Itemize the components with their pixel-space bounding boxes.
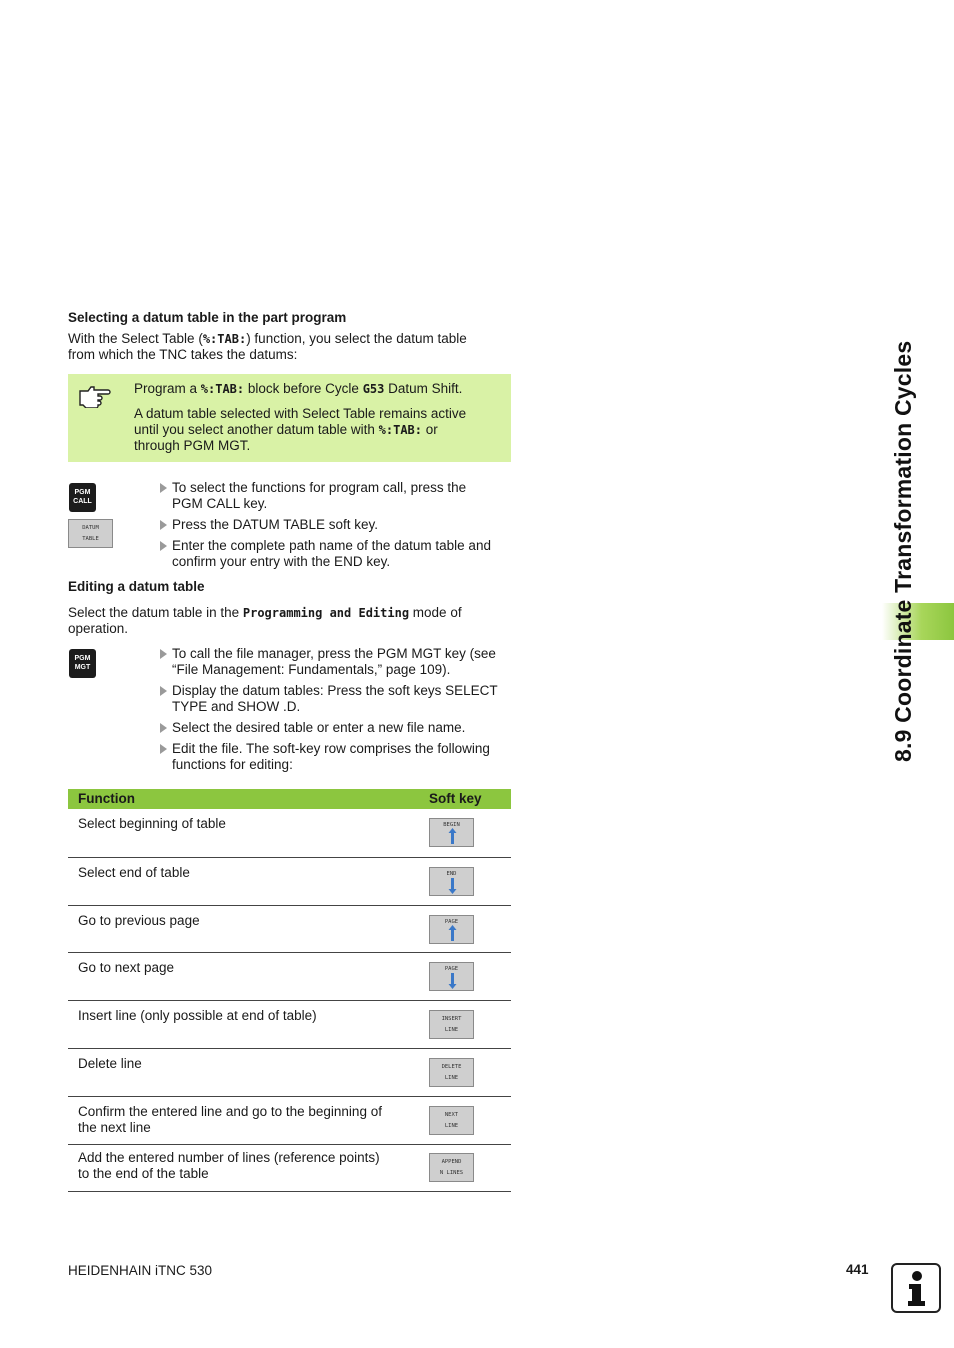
header-function: Function: [78, 791, 135, 806]
step-arrow-icon: [160, 483, 167, 493]
step-arrow-icon: [160, 686, 167, 696]
note-box: [68, 374, 511, 462]
append-n-lines-softkey[interactable]: APPEND N LINES: [429, 1153, 474, 1182]
table-row: [68, 858, 511, 906]
step-pgm-call: To select the functions for program call, press the PGM CALL key.: [160, 480, 512, 512]
step-enter-path: Enter the complete path name of the datum table and confirm your entry with the END key.: [160, 538, 512, 570]
info-glyph: [893, 1265, 939, 1311]
row-function: Go to previous page: [78, 913, 200, 928]
page-number: 441: [846, 1262, 869, 1277]
datum-table-softkey[interactable]: DATUM TABLE: [68, 519, 113, 548]
row-function: Delete line: [78, 1056, 142, 1071]
step-arrow-icon: [160, 649, 167, 659]
table-row: [68, 1145, 511, 1192]
insert-line-softkey[interactable]: INSERT LINE: [429, 1010, 474, 1039]
row-function: Add the entered number of lines (reference points) to the end of the table: [78, 1150, 380, 1181]
note-line-1: Program a %:TAB: block before Cycle G53 Datum Shift.: [134, 381, 463, 396]
delete-line-softkey[interactable]: DELETE LINE: [429, 1058, 474, 1087]
step-display-tables: Display the datum tables: Press the soft keys SELECT TYPE and SHOW .D.: [160, 683, 512, 715]
section2-intro: Select the datum table in the Programming and Editing mode of operation.: [68, 605, 462, 636]
info-icon[interactable]: [891, 1263, 941, 1313]
table-row: [68, 953, 511, 1001]
step-datum-table: Press the DATUM TABLE soft key.: [160, 517, 512, 533]
step-arrow-icon: [160, 520, 167, 530]
step-edit-file: Edit the file. The soft-key row comprises the following functions for editing:: [160, 741, 512, 773]
row-function: Confirm the entered line and go to the beginning of the next line: [78, 1104, 382, 1135]
section-intro: With the Select Table (%:TAB:) function, you select the datum table from which the TNC takes the datums:: [68, 331, 467, 362]
table-row: [68, 809, 511, 858]
arrow-up-icon: [430, 819, 475, 848]
row-function: Go to next page: [78, 960, 175, 975]
begin-softkey[interactable]: BEGIN: [429, 818, 474, 847]
arrow-down-icon: [430, 868, 475, 897]
table-row: [68, 1097, 511, 1145]
table-row: [68, 1049, 511, 1097]
page-up-softkey[interactable]: PAGE: [429, 915, 474, 944]
note-paragraph-2: A datum table selected with Select Table remains active until you select another datum table with %:TAB: or through PGM MGT.: [134, 406, 467, 453]
chapter-title: 8.9 Coordinate Transformation Cycles: [890, 340, 916, 762]
pgm-call-key[interactable]: PGM CALL: [69, 483, 96, 512]
section-heading-editing: Editing a datum table: [68, 579, 205, 594]
row-function: Select end of table: [78, 865, 190, 880]
step-file-manager: To call the file manager, press the PGM MGT key (see “File Management: Fundamentals,” page 109).: [160, 646, 512, 678]
manual-title: HEIDENHAIN iTNC 530: [68, 1263, 213, 1278]
pointing-hand-icon: [78, 382, 112, 408]
step-arrow-icon: [160, 723, 167, 733]
section-heading-select-table: Selecting a datum table in the part program: [68, 310, 347, 325]
end-softkey[interactable]: END: [429, 867, 474, 896]
softkey-table-header: [68, 789, 511, 809]
step-arrow-icon: [160, 541, 167, 551]
table-row: [68, 1001, 511, 1049]
row-function: Select beginning of table: [78, 816, 226, 831]
page-down-softkey[interactable]: PAGE: [429, 962, 474, 991]
table-row: [68, 906, 511, 953]
row-function: Insert line (only possible at end of table): [78, 1008, 317, 1023]
pgm-mgt-key[interactable]: PGM MGT: [69, 649, 96, 678]
step-arrow-icon: [160, 744, 167, 754]
header-softkey: Soft key: [429, 791, 482, 806]
next-line-softkey[interactable]: NEXT LINE: [429, 1106, 474, 1135]
arrow-up-icon: [430, 916, 475, 945]
step-select-table: Select the desired table or enter a new file name.: [160, 720, 512, 736]
arrow-down-icon: [430, 963, 475, 992]
